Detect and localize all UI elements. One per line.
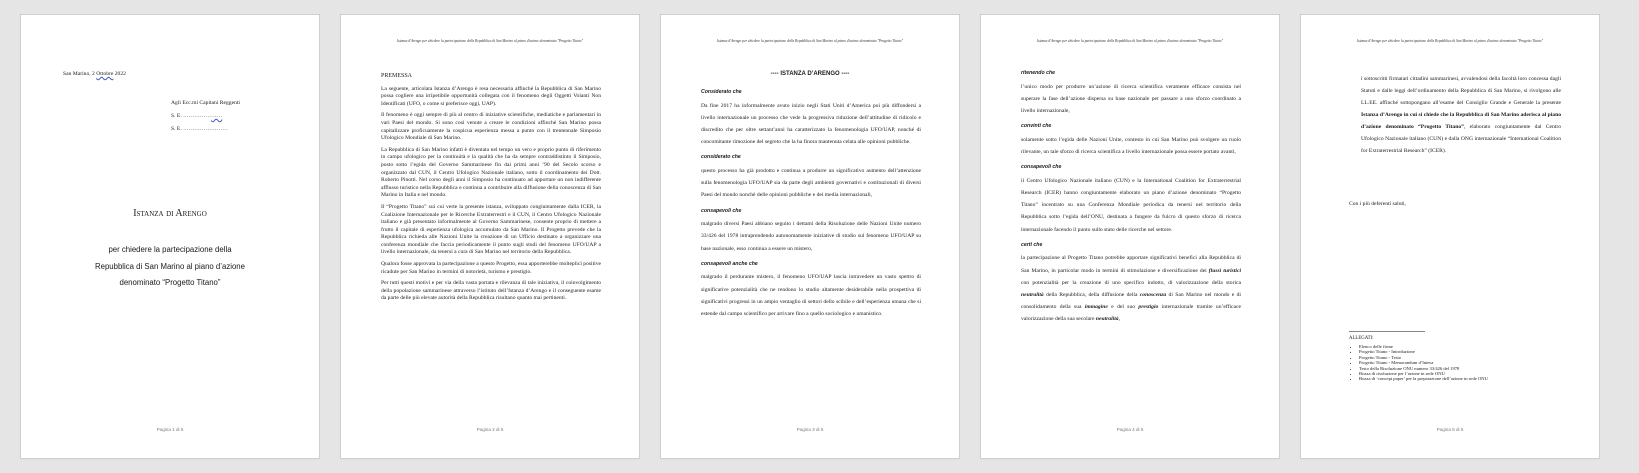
request-bold: Istanza d’Arengo in cui si chiede che la Repubblica di San Marino aderisca al piano d’azione denominato “Progetto Titano”	[1361, 112, 1561, 130]
page-5	[1301, 15, 1599, 458]
paragraph: La seguente, articolata Istanza d’Arengo è resa necessaria affinché la Repubblica di San Marino possa cogliere una irripetibile opportunità collegata con il fenomeno degli Oggetti Volanti Non Identificati (UFO, o come si preferisce oggi, UAP).	[381, 85, 601, 107]
attachments-list	[1349, 344, 1579, 382]
document-title: Istanza di Arengo	[133, 208, 207, 219]
clause-text: Da fine 2017 ha informalmente avuto inizio negli Stati Uniti d’America poi più diffondersi a livello internazionale un processo che vede la progressiva riduzione dell’attitudine di ridicolo e discredito che per oltre settant’anni ha caratterizzato la fenomenologia UFO/UAP, nonché di concomitante rimozione del segreto che la ha finora mantenuta celata alle opinioni pubbliche.	[701, 102, 921, 146]
clause-heading: Considerato che	[701, 89, 742, 95]
clause-text: il Centro Ufologico Nazionale italiano (CUN) e la International Coalition for Extraterrestrial Research (ICER) hanno congiuntamente elaborato un piano d’azione denominato “Progetto Titano” incentrato su una Conferenza Mondiale periodica da tenersi nel territorio della Repubblica sotto l’egida dell’ONU, destinata a fungere da fulcro di questo sforzo di ricerca internazionale facendo il punto sullo stato delle ricerche nel settore.	[1021, 177, 1241, 233]
closing-greeting: Con i più deferenti saluti,	[1349, 201, 1407, 207]
clause-heading: certi che	[1021, 241, 1043, 248]
request-paragraph: i sottoscritti firmatari cittadini sammarinesi, avvalendosi della facoltà loro concessa dagli Statuti e dalle leggi dell’ordinamento della Repubblica di San Marino, si rivolgono alle LL.EE. affinché sottopongano all’esame del Consiglio Grande e Generale la presente Istanza d’Arengo in cui si chiede che la Repubblica di San Marino aderisca al piano d’azione denominato “Progetto Titano”, elaborato congiuntamente dal Centro Ufologico Nazionale italiano (CUN) e dalla ONG internazionale “International Coalition for Extraterrestrial Research” (ICER).	[1361, 76, 1561, 154]
date-month: Ottobre	[96, 71, 114, 77]
clause-heading: ritenendo che	[1021, 70, 1056, 76]
page-header: Istanza d'Arengo per chiedere la partecipazione della Repubblica di San Marino al piano d'azione denominato "Progetto Titano"	[716, 39, 904, 43]
list-item: • Bozza di ‘concept paper’ per la preparazione dell’azione in sede ONU	[1359, 376, 1579, 381]
section-heading: ---- ISTANZA D’ARENGO ----	[770, 71, 850, 77]
paragraph: Il “Progetto Titano” sui cui verte la presente istanza, sviluppato congiuntamente dalla ICER, la Coalizione Internazionale per le Ricerche Extraterrestri e il CUN, il Centro Ufologico Nazionale italiano e già presentato informalmente al Governo Sammarinese, consente proprio di mettere a frutto il capitale di esperienza ufologica accumulato da San Marino. Il Progetto prevede che la Repubblica richieda alle Nazioni Unite la creazione di un Ufficio destinato a organizzare una conferenza mondiale che faccia periodicamente il punto sugli studi del fenomeno UFO/UAP a livello internazionale, da tenersi a cura di San Marino nel territorio della Repubblica.	[381, 203, 601, 256]
date-line: San Marino, 2 Ottobre 2022	[63, 71, 126, 77]
list-item: • Testo della Risoluzione ONU numero 33/426 del 1978	[1359, 366, 1579, 371]
page-header: Istanza d'Arengo per chiedere la partecipazione della Repubblica di San Marino al piano d'azione denominato "Progetto Titano"	[396, 39, 584, 43]
istanza-section	[701, 83, 921, 324]
paragraph: Qualora fosse approvata la partecipazione a questo Progetto, essa apporterebbe molteplici positive ricadute per San Marino in termini di notorietà, turismo e prestigio.	[381, 261, 601, 275]
paragraph: Per tutti questi motivi e per via della vasta portata e rilevanza di tale iniziativa, il coinvolgimento della popolazione sammarinese attraverso l’istituto dell’Istanza d’Arengo e il conseguente esame da parte delle più elevate autorità della Repubblica risultano quanto mai pertinenti.	[381, 280, 601, 302]
paragraph: La Repubblica di San Marino infatti è diventata nel tempo un vero e proprio punto di riferimento in campo ufologico per la continuità e la qualità che ha da sempre contraddistinto il Simposio, posto sotto l’egida del Governo Sammarinese fin dai primi anni ’90 del Secolo scorso e organizzato dal CUN, il Centro Ufologico Nazionale italiano, sotto il coordinamento dei Dott. Roberto Pinotti. Nel corso degli anni il Simposio ha continuato ad apportare un non indifferente afflusso turistico nella Repubblica e continua a contribuire alla diffusione della conoscenza di San Marino in Italia e nel mondo.	[381, 146, 601, 199]
se-line-2: S. E. ……………………	[171, 125, 228, 132]
clause-text: l’unico modo per produrre un’azione di ricerca scientifica veramente efficace consista nel superare la fase dell’azione dispersa su base nazionale per passare a uno sforzo coordinato a livello internazionale,	[1021, 83, 1241, 114]
clause-text: malgrado il perdurante mistero, il fenomeno UFO/UAP lascia intravedere un vasto spettro di significative potenzialità che ne rendono lo studio altamente desiderabile nella prospettiva di significativi progressi in un ampio ventaglio di settori dello scibile e dell’esperienza umana che si estende dal campo scientifico per arrivare fino a quello sociologico e umanistico.	[701, 274, 921, 318]
page-footer: Pagina 4 di 5	[1116, 427, 1144, 432]
clause-text: la partecipazione al Progetto Titano potrebbe apportare significativi benefici alla Repubblica di San Marino, in particolar modo in termini di stimolazione e diversificazione dei flussi turistici con potenzialità per la creazione di uno specifico indotto, di valorizzazione della storica neutralità della Repubblica, della diffusione della conoscenza di San Marino nel mondo e di consolidamento della sua immagine e del suo prestigio internazionale tramite un’efficace valorizzazione della sua secolare neutralità,	[1021, 255, 1241, 323]
paragraph: Il fenomeno è oggi sempre di più al centro di iniziative scientifiche, mediatiche e parlamentari in vari Paesi del mondo. Si sono così venute a creare le condizioni affinché San Marino possa capitalizzare proficuamente la cospicua esperienza messa a punto con il trentennale Simposio Ufologico Mondiale di San Marino.	[381, 112, 601, 142]
page-4	[981, 15, 1279, 458]
list-item: • Elenco delle firme	[1359, 344, 1579, 349]
list-item: • Progetto Titano - Memorandum d’Intesa	[1359, 360, 1579, 365]
clause-heading: consapevoli che	[1021, 164, 1062, 171]
clause-text: malgrado diversi Paesi abbiano seguito i dettami della Risoluzione delle Nazioni Unite numero 33/426 del 1978 intraprendendo autonomamente iniziative di studio sul fenomeno UFO/UAP su base nazionale, esso continua a essere un mistero,	[701, 221, 921, 252]
list-item: • Progetto Titano - Introduzione	[1359, 349, 1579, 354]
section-heading: PREMESSA	[381, 73, 413, 79]
page-1	[21, 15, 319, 458]
clause-text: solamente sotto l’egida delle Nazioni Unite, contesto in cui San Marino può svolgere un ruolo rilevante, un tale sforzo di ricerca scientifica a livello internazionale possa essere portato avanti,	[1021, 136, 1241, 155]
document-subtitle: per chiedere la partecipazione della Repubblica di San Marino al piano d’azione denominato “Progetto Titano”	[95, 245, 245, 287]
clause-text: questo processo ha già prodotto e continua a produrre un significativo aumento dell’attenzione sulla fenomenologia UFO/UAP sia da parte degli ambienti governativi e costituzionali di diversi Paesi del mondo nonché delle opinioni pubbliche e dei media internazionali,	[701, 168, 921, 199]
clause-heading: considerato che	[701, 154, 741, 161]
clause-heading: convinti che	[1021, 123, 1052, 130]
list-item: • Progetto Titano - Testo	[1359, 355, 1579, 360]
attachments-block	[1349, 336, 1579, 382]
footnote-divider	[1349, 331, 1425, 332]
istanza-section-cont	[1021, 70, 1241, 330]
page-footer: Pagina 1 di 5	[156, 427, 184, 432]
clause-heading: consapevoli che	[701, 207, 742, 214]
page-footer: Pagina 3 di 5	[796, 427, 824, 432]
page-footer: Pagina 2 di 5	[476, 427, 504, 432]
page-header: Istanza d'Arengo per chiedere la partecipazione della Repubblica di San Marino al piano d'azione denominato "Progetto Titano"	[1356, 39, 1544, 43]
page-3	[661, 15, 959, 458]
premessa-section	[381, 73, 601, 307]
clause-heading: consapevoli anche che	[701, 260, 758, 267]
page-header: Istanza d'Arengo per chiedere la partecipazione della Repubblica di San Marino al piano d'azione denominato "Progetto Titano"	[1036, 39, 1224, 43]
addressee: Agli Ecc.mi Capitani Reggenti	[171, 100, 240, 106]
page-2	[341, 15, 639, 458]
attachments-label: ALLEGATI:	[1349, 336, 1374, 341]
addressee-block	[171, 97, 279, 135]
page-footer: Pagina 5 di 5	[1436, 427, 1464, 432]
list-item: • Bozza di risoluzione per l’azione in sede ONU	[1359, 371, 1579, 376]
se-line-1: S. E. …………………	[171, 112, 223, 119]
